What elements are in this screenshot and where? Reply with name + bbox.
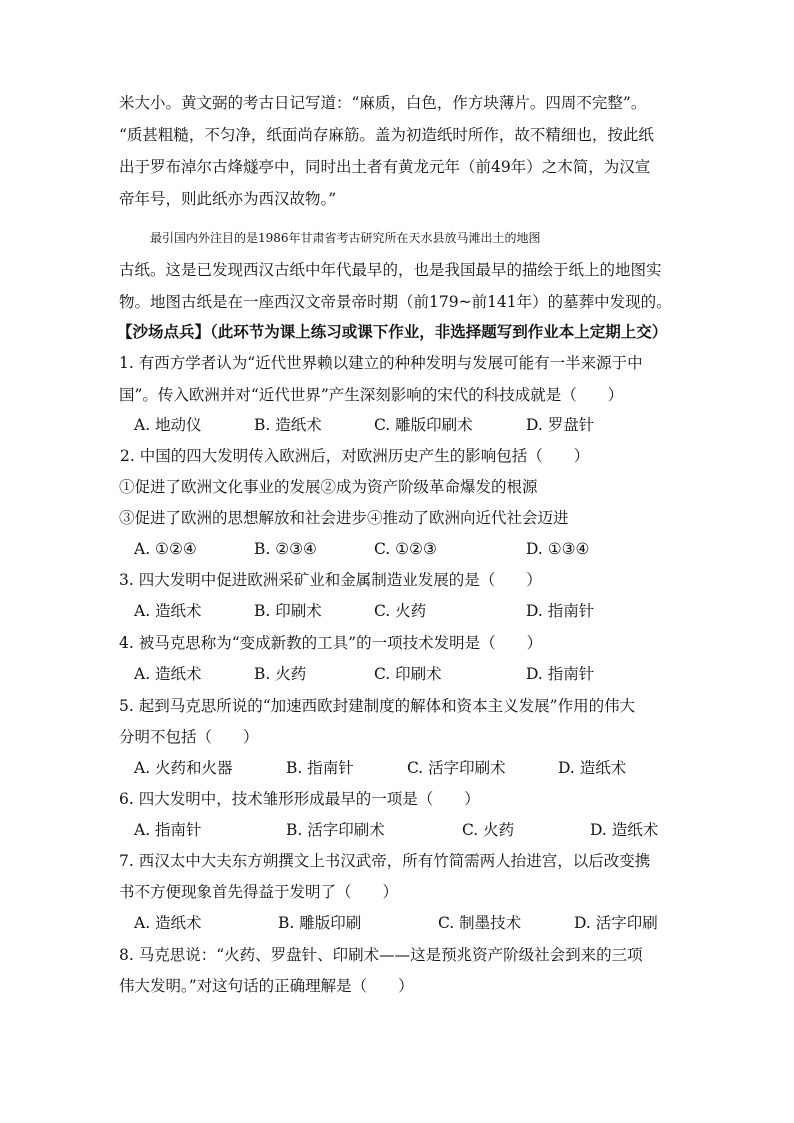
question-line: 4. 被马克思称为“变成新教的工具”的一项技术发明是（ ） xyxy=(119,634,543,652)
option-b: B. 火药 xyxy=(254,665,307,683)
question-line: 书不方便现象首先得益于发明了（ ） xyxy=(119,883,399,901)
section-heading: 【沙场点兵】（此环节为课上练习或课下作业，非选择题写到作业本上定期上交） xyxy=(117,322,668,341)
option-a: A. 火药和火器 xyxy=(134,759,233,777)
question-line: ①促进了欧洲文化事业的发展②成为资产阶级革命爆发的根源 xyxy=(119,478,538,496)
question-line: 3. 四大发明中促进欧洲采矿业和金属制造业发展的是（ ） xyxy=(119,571,542,589)
passage-line: 最引国内外注目的是1986年甘肃省考古研究所在天水县放马滩出土的地图 xyxy=(150,231,541,245)
option-c: C. 活字印刷术 xyxy=(407,759,506,777)
option-c: C. 印刷术 xyxy=(374,665,442,683)
option-d: D. 罗盘针 xyxy=(526,416,595,434)
option-b: B. 造纸术 xyxy=(254,416,322,434)
option-a: A. 指南针 xyxy=(134,821,202,839)
passage-line: “质甚粗糙，不匀净，纸面尚存麻筋。盖为初造纸时所作，故不精细也，按此纸 xyxy=(119,126,654,144)
question-line: 国”。传入欧洲并对“近代世界”产生深刻影响的宋代的科技成就是（ ） xyxy=(119,386,624,404)
question-line: 伟大发明。”对这句话的正确理解是（ ） xyxy=(119,977,414,995)
question-line: 8. 马克思说：“火药、罗盘针、印刷术——这是预兆资产阶级社会到来的三项 xyxy=(119,946,643,964)
option-d: D. 造纸术 xyxy=(558,759,627,777)
question-line: 2. 中国的四大发明传入欧洲后，对欧洲历史产生的影响包括（ ） xyxy=(120,447,590,465)
passage-line: 帝年号，则此纸亦为西汉故物。” xyxy=(119,190,337,208)
option-b: B. 指南针 xyxy=(286,759,354,777)
passage-line: 出于罗布淖尔古烽燧亭中，同时出土者有黄龙元年（前49年）之木简，为汉宣 xyxy=(119,158,651,176)
option-c: C. 火药 xyxy=(374,602,427,620)
option-a: A. ①②④ xyxy=(134,540,197,558)
option-d: D. 造纸术 xyxy=(590,821,659,839)
option-d: D. ①③④ xyxy=(526,540,590,558)
option-c: C. 火药 xyxy=(462,821,515,839)
question-line: 分明不包括（ ） xyxy=(119,728,259,746)
option-d: D. 指南针 xyxy=(526,602,595,620)
option-c: C. ①②③ xyxy=(374,540,437,558)
option-a: A. 造纸术 xyxy=(134,665,202,683)
option-b: B. 印刷术 xyxy=(254,602,322,620)
question-line: 7. 西汉太中大夫东方朔撰文上书汉武帝，所有竹简需两人抬进宫，以后改变携 xyxy=(119,852,651,870)
option-a: A. 造纸术 xyxy=(134,602,202,620)
option-a: A. 造纸术 xyxy=(134,914,202,932)
option-a: A. 地动仪 xyxy=(134,416,202,434)
option-d: D. 活字印刷 xyxy=(574,914,658,932)
question-line: ③促进了欧洲的思想解放和社会进步④推动了欧洲向近代社会迈进 xyxy=(119,509,569,527)
passage-line: 米大小。黄文弼的考古日记写道：“麻质，白色，作方块薄片。四周不完整”。 xyxy=(119,94,647,112)
option-c: C. 雕版印刷术 xyxy=(374,416,473,434)
passage-line: 古纸。这是已发现西汉古纸中年代最早的，也是我国最早的描绘于纸上的地图实 xyxy=(119,261,662,279)
question-line: 5. 起到马克思所说的“加速西欧封建制度的解体和资本主义发展”作用的伟大 xyxy=(119,697,636,715)
option-d: D. 指南针 xyxy=(526,665,595,683)
option-b: B. 活字印刷术 xyxy=(286,821,385,839)
question-line: 1. 有西方学者认为“近代世界赖以建立的种种发明与发展可能有一半来源于中 xyxy=(119,354,643,372)
question-line: 6. 四大发明中，技术雏形形成最早的一项是（ ） xyxy=(119,790,480,808)
option-c: C. 制墨技术 xyxy=(438,914,522,932)
option-b: B. 雕版印刷 xyxy=(278,914,362,932)
passage-line: 物。地图古纸是在一座西汉文帝景帝时期（前179~前141年）的墓葬中发现的。 xyxy=(119,293,672,311)
option-b: B. ②③④ xyxy=(254,540,317,558)
